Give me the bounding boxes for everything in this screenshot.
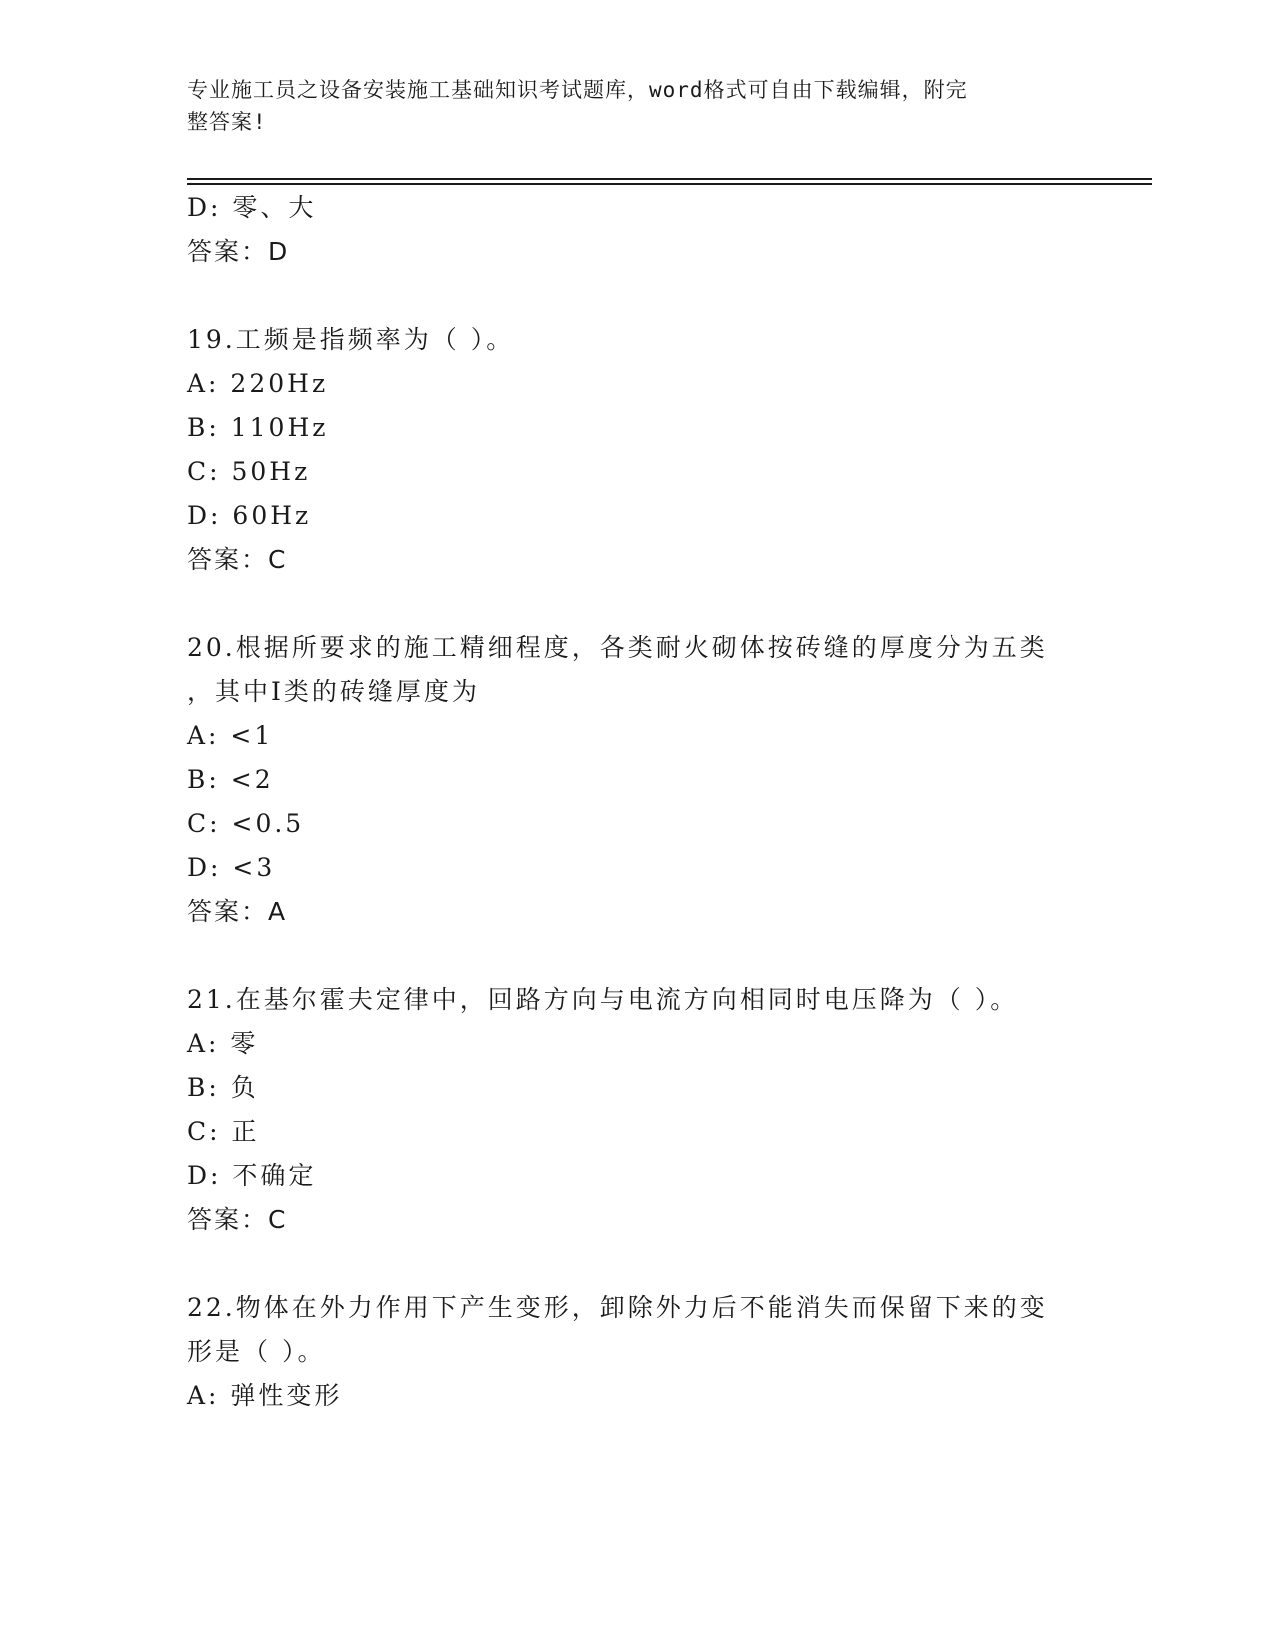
q22-stem-line-2: 形是（ ）。 bbox=[187, 1337, 326, 1366]
header-line-1: 专业施工员之设备安装施工基础知识考试题库，word格式可自由下载编辑，附完 bbox=[187, 78, 968, 102]
q19-option-b: B: 110Hz bbox=[187, 413, 329, 442]
header-divider-top bbox=[187, 178, 1152, 180]
q20-stem-line-1: 20.根据所要求的施工精细程度，各类耐火砌体按砖缝的厚度分为五类 bbox=[187, 633, 1048, 662]
q19-answer: 答案：C bbox=[187, 545, 288, 574]
q19-option-a: A: 220Hz bbox=[187, 369, 329, 398]
q21-option-a: A: 零 bbox=[187, 1029, 259, 1058]
q20-answer: 答案：A bbox=[187, 897, 288, 926]
q22-option-a: A: 弹性变形 bbox=[187, 1381, 343, 1410]
q21-stem: 21.在基尔霍夫定律中，回路方向与电流方向相同时电压降为（ ）。 bbox=[187, 985, 1019, 1014]
q21-option-b: B: 负 bbox=[187, 1073, 259, 1102]
q21-option-d: D: 不确定 bbox=[187, 1161, 317, 1190]
q22-stem-line-1: 22.物体在外力作用下产生变形，卸除外力后不能消失而保留下来的变 bbox=[187, 1293, 1048, 1322]
q21-answer: 答案：C bbox=[187, 1205, 288, 1234]
q20-option-a: A: <1 bbox=[187, 721, 274, 750]
q19-stem: 19.工频是指频率为（ ）。 bbox=[187, 325, 515, 354]
prev-option-d: D: 零、大 bbox=[187, 193, 317, 222]
page-header bbox=[187, 74, 1067, 138]
q21-option-c: C: 正 bbox=[187, 1117, 260, 1146]
q20-option-d: D: <3 bbox=[187, 853, 276, 882]
q20-option-c: C: <0.5 bbox=[187, 809, 305, 838]
q19-option-d: D: 60Hz bbox=[187, 501, 312, 530]
header-line-2: 整答案! bbox=[187, 110, 267, 134]
q19-option-c: C: 50Hz bbox=[187, 457, 311, 486]
prev-answer: 答案：D bbox=[187, 237, 290, 266]
header-divider-bottom bbox=[187, 183, 1152, 185]
q20-stem-line-2: ，其中Ⅰ类的砖缝厚度为 bbox=[187, 677, 480, 706]
q20-option-b: B: <2 bbox=[187, 765, 274, 794]
